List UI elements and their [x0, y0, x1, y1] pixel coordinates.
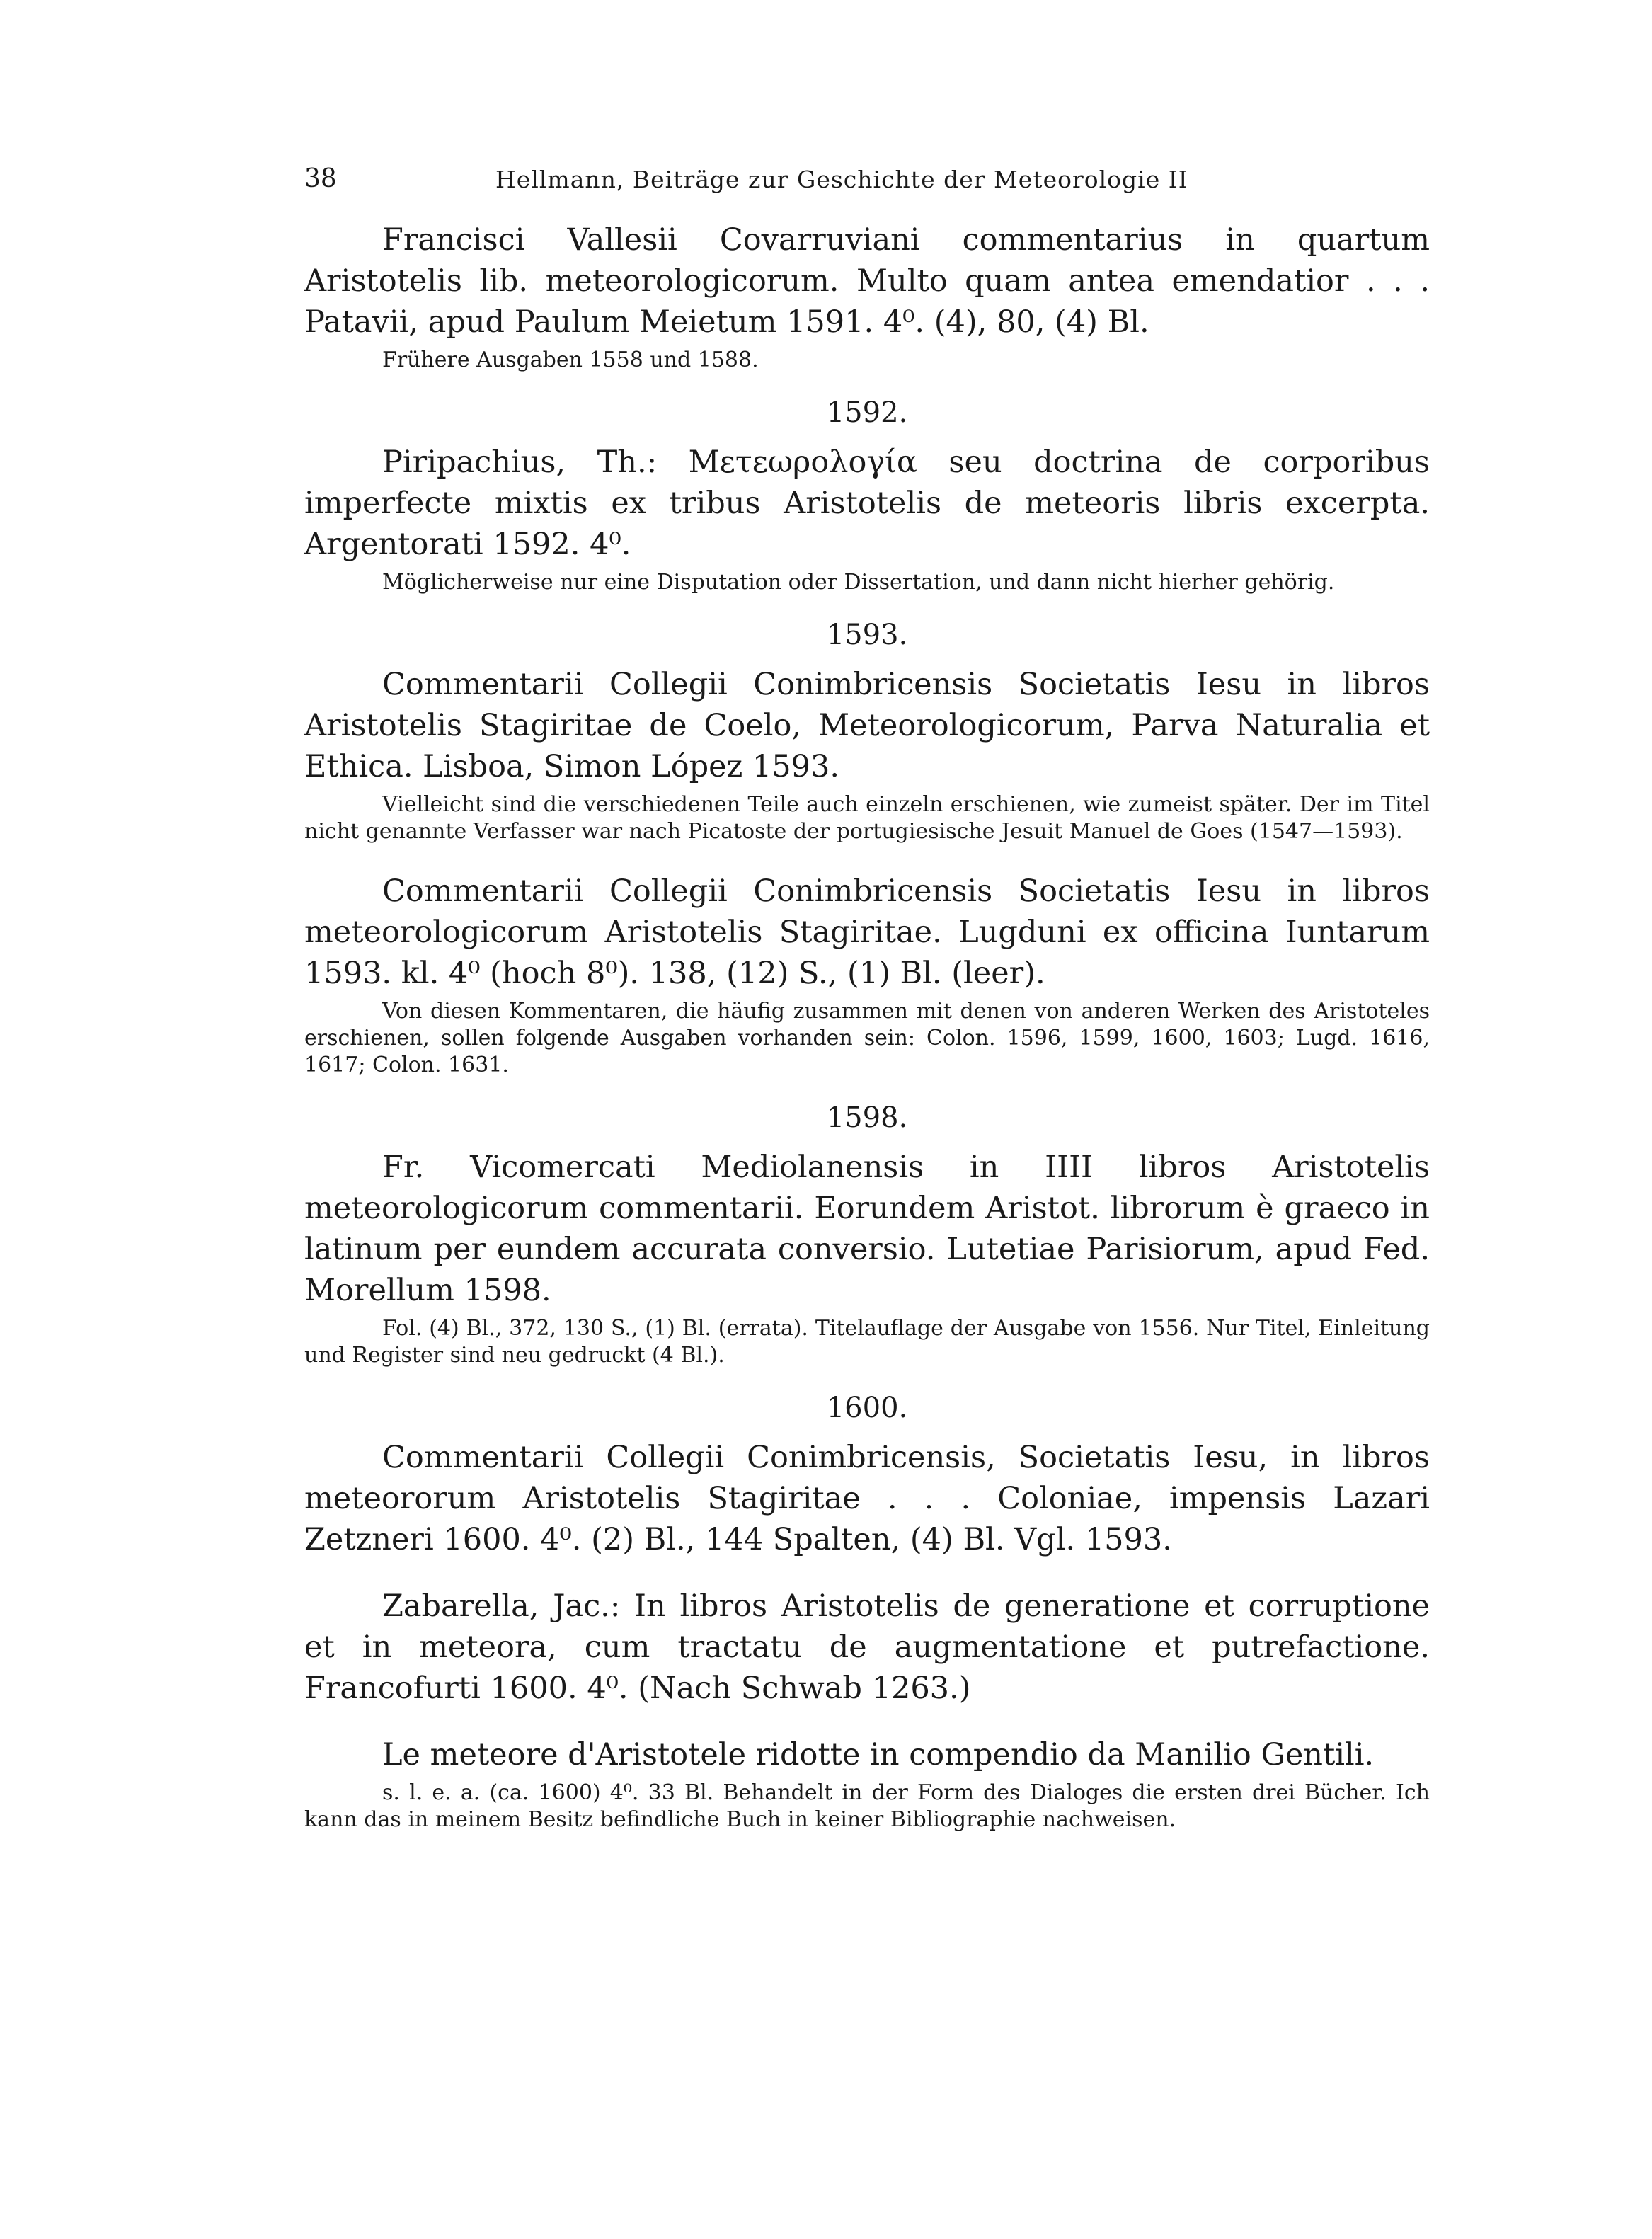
- page-header: [304, 164, 1508, 207]
- entry-text: Francisci Vallesii Covarruviani commentarius in quartum Aristotelis lib. meteorologicorum. Multo quam antea emendatior . . . Patavii, apud Paulum Meietum 1591. 4⁰. (4), 80, (4) Bl.: [304, 222, 1430, 340]
- entry-note: Frühere Ausgaben 1558 und 1588.: [382, 348, 759, 372]
- entry-note: s. l. e. a. (ca. 1600) 4⁰. 33 Bl. Behandelt in der Form des Dialoges die ersten drei Bücher. Ich kann das in meinem Besitz befindliche Buch in keiner Bibliographie nachweisen.: [304, 1780, 1430, 1832]
- running-head: Hellmann, Beiträge zur Geschichte der Meteorologie II: [495, 166, 1188, 193]
- entry-note: Vielleicht sind die verschiedenen Teile auch einzeln erschienen, wie zumeist später. Der im Titel nicht genannte Verfasser war nach Picatoste der portugiesische Jesuit Manuel de Goes (1547—1593).: [304, 792, 1430, 844]
- document-body: [304, 219, 1430, 1833]
- entry-text: Zabarella, Jac.: In libros Aristotelis de generatione et corruptione et in meteora, cum tractatu de augmentatione et putrefactione. Francofurti 1600. 4⁰. (Nach Schwab 1263.): [304, 1588, 1430, 1706]
- entry-note: Fol. (4) Bl., 372, 130 S., (1) Bl. (errata). Titelauflage der Ausgabe von 1556. Nur Titel, Einleitung und Register sind neu gedruckt (4 Bl.).: [304, 1316, 1430, 1368]
- entry-conimbricenses-coloniae: [304, 1437, 1430, 1560]
- entry-conimbricenses-lugduni: [304, 871, 1430, 1079]
- year-heading-1592: 1592.: [826, 396, 908, 429]
- year-heading-1598: 1598.: [826, 1101, 908, 1134]
- entry-text: Fr. Vicomercati Mediolanensis in IIII libros Aristotelis meteorologicorum commentarii. Eorundem Aristot. librorum è graeco in latinum per eundem accurata conversio. Lutetiae Parisiorum, apud Fed. Morellum 1598.: [304, 1150, 1430, 1308]
- entry-vicomercatus: [304, 1147, 1430, 1369]
- entry-piripachius: [304, 442, 1430, 596]
- entry-conimbricenses-lisboa: [304, 664, 1430, 845]
- entry-spacer: [304, 1560, 1430, 1586]
- entry-text: Commentarii Collegii Conimbricensis Societatis Iesu in libros meteorologicorum Aristotelis Stagiritae. Lugduni ex officina Iuntarum 1593. kl. 4⁰ (hoch 8⁰). 138, (12) S., (1) Bl. (leer).: [304, 874, 1430, 991]
- entry-gentili: [304, 1734, 1430, 1833]
- entry-text: Commentarii Collegii Conimbricensis Societatis Iesu in libros Aristotelis Stagiritae de Coelo, Meteorologicorum, Parva Naturalia et Ethica. Lisboa, Simon López 1593.: [304, 667, 1430, 784]
- entry-text: Le meteore d'Aristotele ridotte in compendio da Manilio Gentili.: [382, 1737, 1375, 1773]
- entry-zabarella: [304, 1586, 1430, 1709]
- page-number: 38: [304, 164, 337, 193]
- entry-note: Von diesen Kommentaren, die häufig zusammen mit denen von anderen Werken des Aristoteles erschienen, sollen folgende Ausgaben vorhanden sein: Colon. 1596, 1599, 1600, 1603; Lugd. 1616, 1617; Colon. 1631.: [304, 999, 1430, 1077]
- year-heading-1593: 1593.: [826, 619, 908, 651]
- entry-note: Möglicherweise nur eine Disputation oder Dissertation, und dann nicht hierher gehörig.: [382, 570, 1335, 595]
- entry-spacer: [304, 1709, 1430, 1734]
- entry-text: Commentarii Collegii Conimbricensis, Societatis Iesu, in libros meteororum Aristotelis Stagiritae . . . Coloniae, impensis Lazari Zetzneri 1600. 4⁰. (2) Bl., 144 Spalten, (4) Bl. Vgl. 1593.: [304, 1440, 1430, 1557]
- year-heading-1600: 1600.: [826, 1392, 908, 1424]
- entry-spacer: [304, 845, 1430, 871]
- entry-text: Piripachius, Th.: Μετεωρολογία seu doctrina de corporibus imperfecte mixtis ex tribus Aristotelis de meteoris libris excerpta. Argentorati 1592. 4⁰.: [304, 445, 1430, 562]
- entry-vallesius: [304, 219, 1430, 374]
